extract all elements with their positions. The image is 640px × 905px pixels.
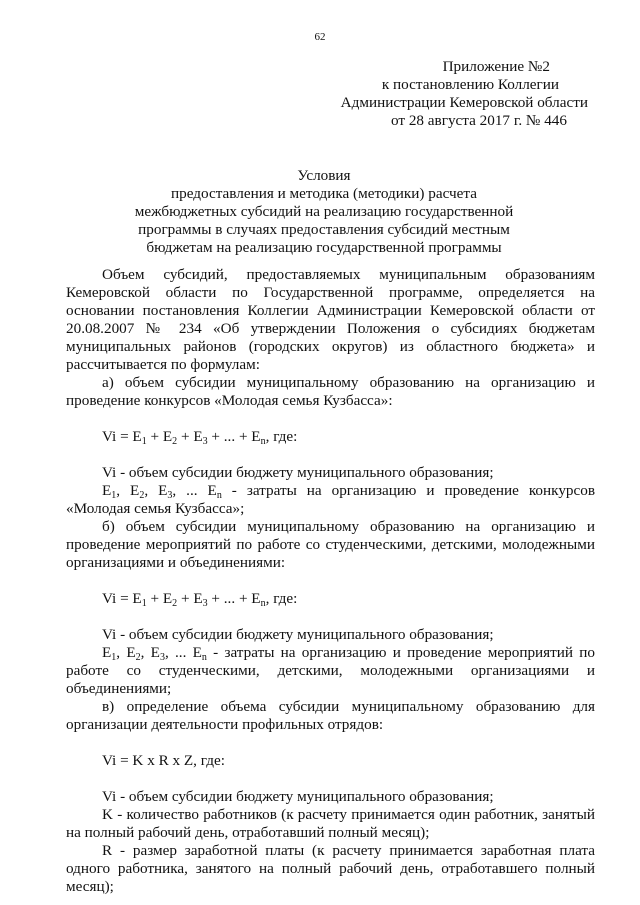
item-b-paragraph: б) объем субсидии муниципальному образованию на организацию и проведение мероприятий по работе со студенческими, детскими, молодежными организациями и объединениями: bbox=[66, 518, 595, 571]
intro-paragraph: Объем субсидий, предоставляемых муниципальным образованиям Кемеровской области по Государственной программе, определяется на основании постановления Коллегии Администрации Кемеровской области от 20.08.2007 № 234 «Об утверждении Положения о субсидиях бюджетам муниципальных районов (городских округов) из областного бюджета» и рассчитывается по формулам: bbox=[66, 266, 595, 373]
title-line-2: предоставления и методика (методики) расчета bbox=[171, 185, 477, 202]
e-definition-a: $E_1$, $E_2$, $E_3$, ... $E_n$ - затраты на организацию и проведение конкурсов «Молодая семья Кузбасса»; bbox=[66, 482, 596, 517]
item-a-paragraph: а) объем субсидии муниципальному образованию на организацию и проведение конкурсов «Молодая семья Кузбасса»: bbox=[66, 374, 595, 409]
k-definition: K - количество работников (к расчету принимается один работник, занятый на полный рабочий день, отработавший полный месяц); bbox=[66, 806, 595, 841]
appendix-line-3: Администрации Кемеровской области bbox=[340, 94, 588, 111]
document-title bbox=[66, 167, 582, 257]
formula-a: $Vi = E_1 + E_2 + E_3$ + ... + $E_n$, где: bbox=[102, 428, 298, 447]
formula-b: $Vi = E_1 + E_2 + E_3$ + ... + $E_n$, где: bbox=[102, 590, 298, 609]
title-line-1: Условия bbox=[297, 167, 351, 184]
title-line-3: межбюджетных субсидий на реализацию государственной bbox=[134, 203, 514, 220]
appendix-line-2: к постановлению Коллегии bbox=[381, 76, 559, 93]
vi-definition-a: Vi - объем субсидии бюджету муниципального образования; bbox=[102, 464, 494, 481]
vi-definition-b: Vi - объем субсидии бюджету муниципального образования; bbox=[102, 626, 494, 643]
title-line-4: программы в случаях предоставления субсидий местным bbox=[138, 221, 510, 238]
appendix-header bbox=[288, 58, 588, 130]
r-definition: R - размер заработной платы (к расчету принимается заработная плата одного работника, занятого на полный рабочий день, отработавшего полный месяц); bbox=[66, 842, 595, 895]
page-number: 62 bbox=[314, 31, 326, 43]
item-c-paragraph: в) определение объема субсидии муниципальному образованию для организации деятельности профильных отрядов: bbox=[66, 698, 595, 733]
formula-c: Vi = K x R x Z, где: bbox=[102, 752, 225, 769]
vi-definition-c: Vi - объем субсидии бюджету муниципального образования; bbox=[102, 788, 494, 805]
e-definition-b: $E_1$, $E_2$, $E_3$, ... $E_n$ - затраты на организацию и проведение мероприятий по работе со студенческими, детскими, молодежными организациями и объединениями; bbox=[66, 644, 596, 697]
document-body bbox=[66, 266, 595, 896]
appendix-line-4: от 28 августа 2017 г. № 446 bbox=[391, 112, 567, 129]
appendix-line-1: Приложение №2 bbox=[442, 58, 550, 75]
title-line-5: бюджетам на реализацию государственной программы bbox=[146, 239, 502, 256]
